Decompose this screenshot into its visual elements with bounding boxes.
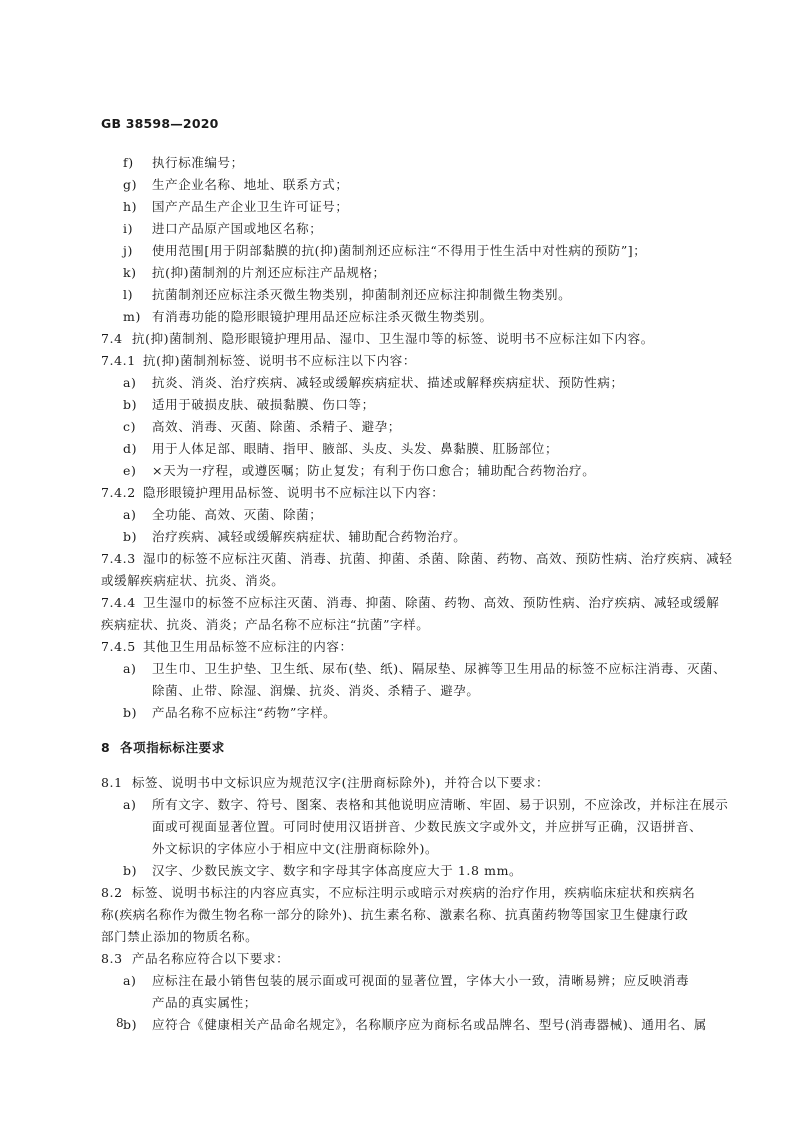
clause-text: 应符合《健康相关产品命名规定》，名称顺序应为商标名或品牌名、型号(消毒器械)、通用名、属 <box>152 1017 707 1032</box>
clause-marker: a) <box>123 973 137 988</box>
clause-text: 其他卫生用品标签不应标注的内容： <box>143 639 353 654</box>
clause-marker: b) <box>123 1017 138 1032</box>
clause-marker: a) <box>123 797 137 812</box>
clause-text: 高效、消毒、灭菌、除菌、杀精子、避孕； <box>152 419 401 434</box>
clause-marker: 7.4.4 <box>101 595 136 610</box>
clause-text: 执行标准编号； <box>152 155 244 170</box>
clause-text: 产品名称不应标注“药物”字样。 <box>152 705 337 720</box>
clause-marker: h) <box>123 199 138 214</box>
clause-text: 国产产品生产企业卫生许可证号； <box>152 199 349 214</box>
clause-marker: 7.4.5 <box>101 639 136 654</box>
clause-marker: a) <box>123 375 137 390</box>
clause-text: 使用范围[用于阴部黏膜的抗(抑)菌制剂还应标注“不得用于性生活中对性病的预防”]； <box>152 243 647 258</box>
watermark-icon <box>355 488 367 497</box>
clause-text: 应标注在最小销售包装的展示面或可视面的显著位置，字体大小一致，清晰易辨；应反映消毒 <box>152 973 690 988</box>
clause-text: 用于人体足部、眼睛、指甲、腋部、头皮、头发、鼻黏膜、肛肠部位； <box>152 441 559 456</box>
standard-header: GB 38598—2020 <box>101 116 219 131</box>
clause-text: 外文标识的字体应小于相应中文(注册商标除外)。 <box>152 841 439 856</box>
clause-text: 生产企业名称、地址、联系方式； <box>152 177 349 192</box>
clause-marker: 7.4 <box>101 331 123 346</box>
clause-text: 称(疾病名称作为微生物名称一部分的除外)、抗生素名称、激素名称、抗真菌药物等国家卫生健康行政 <box>101 907 689 922</box>
clause-text: 汉字、少数民族文字、数字和字母其字体高度应大于 1.8 mm。 <box>152 863 523 878</box>
clause-marker: f) <box>123 155 134 170</box>
clause-text: 抗炎、消炎、治疗疾病、减轻或缓解疾病症状、描述或解释疾病症状、预防性病； <box>152 375 624 390</box>
clause-marker: j) <box>123 243 133 258</box>
clause-text: 标签、说明书中文标识应为规范汉字(注册商标除外)，并符合以下要求： <box>132 775 550 790</box>
clause-text: 卫生巾、卫生护垫、卫生纸、尿布(垫、纸)、隔尿垫、尿裤等卫生用品的标签不应标注消毒、灭菌、 <box>152 661 727 676</box>
clause-marker: 8.2 <box>101 885 123 900</box>
clause-text: 抗(抑)菌制剂的片剂还应标注产品规格； <box>152 265 386 280</box>
clause-marker: m) <box>123 309 141 324</box>
clause-text: 湿巾的标签不应标注灭菌、消毒、抗菌、抑菌、杀菌、除菌、药物、高效、预防性病、治疗疾病、减轻 <box>143 551 733 566</box>
clause-text: ×天为一疗程，或遵医嘱；防止复发；有利于伤口愈合；辅助配合药物治疗。 <box>152 463 596 478</box>
clause-text: 抗(抑)菌制剂标签、说明书不应标注以下内容： <box>143 353 416 368</box>
clause-marker: 8 <box>101 740 111 755</box>
clause-marker: c) <box>123 419 137 434</box>
clause-marker: d) <box>123 441 138 456</box>
clause-marker: 7.4.2 <box>101 485 136 500</box>
clause-marker: l) <box>123 287 134 302</box>
clause-text: 疾病症状、抗炎、消炎；产品名称不应标注“抗菌”字样。 <box>101 617 430 632</box>
clause-text: 抗菌制剂还应标注杀灭微生物类别，抑菌制剂还应标注抑制微生物类别。 <box>152 287 572 302</box>
clause-text: 所有文字、数字、符号、图案、表格和其他说明应清晰、牢固、易于识别，不应涂改，并标注在展示 <box>152 797 729 812</box>
clause-text: 卫生湿巾的标签不应标注灭菌、消毒、抑菌、除菌、药物、高效、预防性病、治疗疾病、减轻或缓解 <box>143 595 720 610</box>
clause-text: 适用于破损皮肤、破损黏膜、伤口等； <box>152 397 375 412</box>
clause-text: 全功能、高效、灭菌、除菌； <box>152 507 323 522</box>
section-heading: 各项指标标注要求 <box>120 740 225 755</box>
clause-text: 隐形眼镜护理用品标签、说明书不应标注以下内容： <box>143 485 445 500</box>
clause-marker: 7.4.3 <box>101 551 136 566</box>
clause-text: 除菌、止带、除湿、润燥、抗炎、消炎、杀精子、避孕。 <box>152 683 480 698</box>
clause-marker: b) <box>123 529 138 544</box>
clause-text: 标签、说明书标注的内容应真实，不应标注明示或暗示对疾病的治疗作用，疾病临床症状和疾病名 <box>132 885 696 900</box>
clause-marker: b) <box>123 705 138 720</box>
clause-text: 或缓解疾病症状、抗炎、消炎。 <box>101 573 285 588</box>
clause-text: 部门禁止添加的物质名称。 <box>101 929 259 944</box>
clause-text: 治疗疾病、减轻或缓解疾病症状、辅助配合药物治疗。 <box>152 529 467 544</box>
clause-marker: a) <box>123 661 137 676</box>
clause-text: 进口产品原产国或地区名称； <box>152 221 323 236</box>
clause-text: 面或可视面显著位置。可同时使用汉语拼音、少数民族文字或外文，并应拼写正确，汉语拼音、 <box>152 819 703 834</box>
clause-marker: 8.3 <box>101 951 123 966</box>
clause-text: 抗(抑)菌制剂、隐形眼镜护理用品、湿巾、卫生湿巾等的标签、说明书不应标注如下内容。 <box>132 331 654 346</box>
clause-marker: i) <box>123 221 134 236</box>
page-number: 8 <box>116 1016 124 1030</box>
clause-marker: g) <box>123 177 138 192</box>
clause-text: 有消毒功能的隐形眼镜护理用品还应标注杀灭微生物类别。 <box>152 309 493 324</box>
clause-text: 产品名称应符合以下要求： <box>132 951 290 966</box>
clause-text: 产品的真实属性； <box>152 995 257 1010</box>
clause-marker: b) <box>123 397 138 412</box>
clause-marker: 8.1 <box>101 775 123 790</box>
clause-marker: b) <box>123 863 138 878</box>
clause-marker: 7.4.1 <box>101 353 136 368</box>
clause-marker: a) <box>123 507 137 522</box>
clause-marker: k) <box>123 265 137 280</box>
clause-marker: e) <box>123 463 137 478</box>
